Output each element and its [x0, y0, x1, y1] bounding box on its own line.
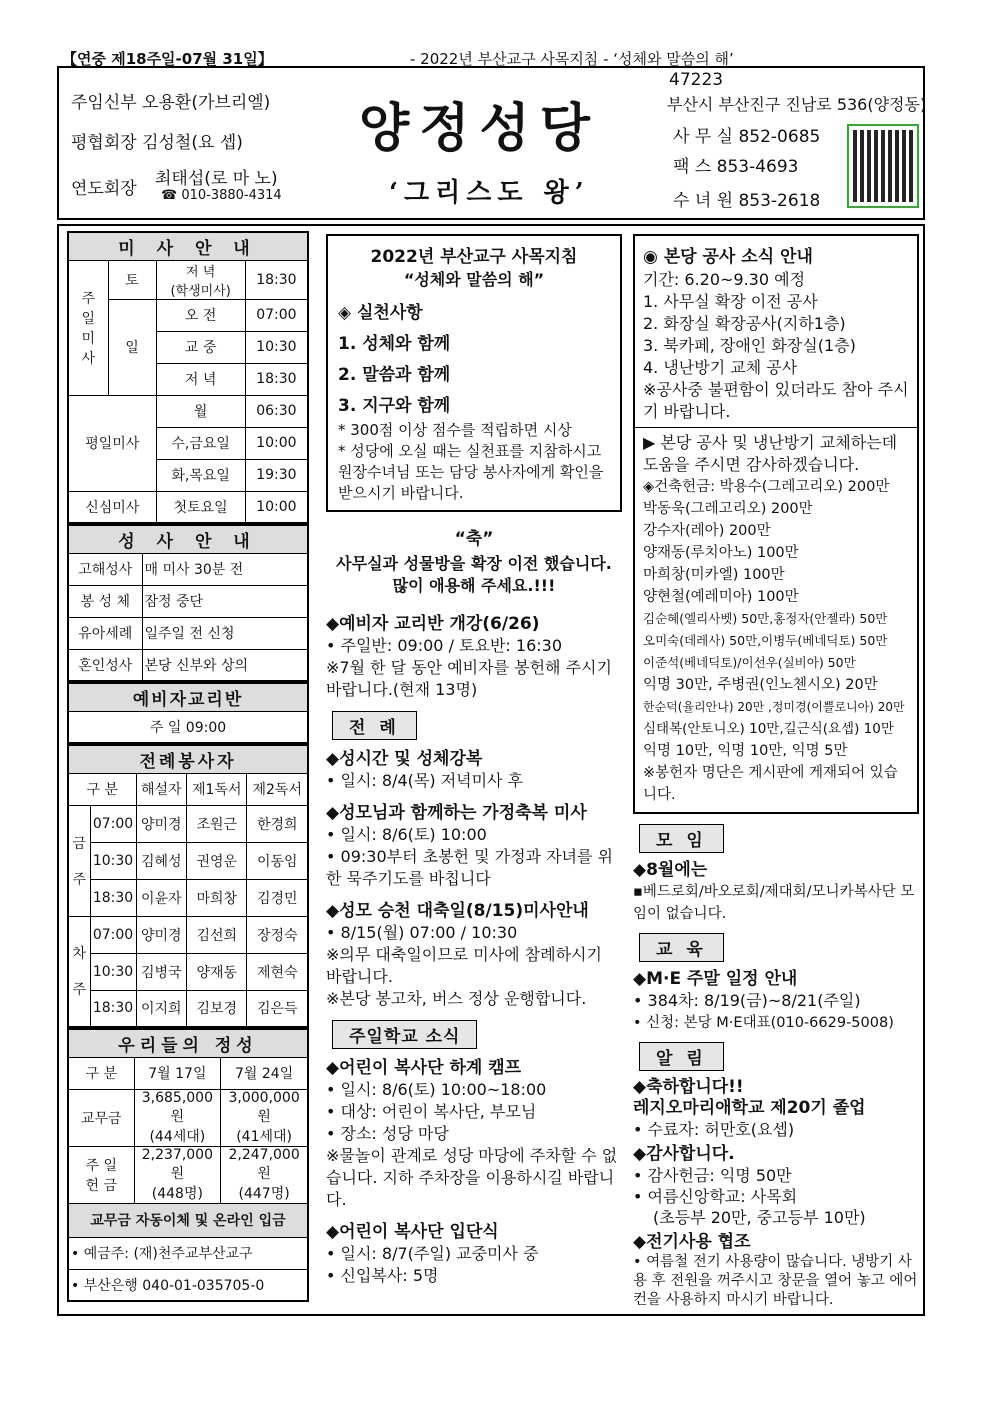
meeting-line: ▪베드로회/바오로회/제대회/모니카복사단 모임이 없습니다.: [633, 884, 915, 922]
content-frame: [57, 224, 925, 1316]
server-cell: 이동임: [247, 842, 308, 879]
right-column: [633, 234, 919, 1310]
sacrament-name: 유아세례: [68, 617, 142, 649]
bank-account: • 부산은행 040-01-035705-0: [68, 1269, 308, 1301]
server-cell: 이지희: [136, 990, 187, 1027]
camp-line: • 일시: 8/6(토) 10:00~18:00: [326, 1080, 547, 1099]
offering-title: 우리들의 정성: [68, 1029, 308, 1057]
sacrament-info: 매 미사 30분 전: [142, 553, 308, 585]
thanks-line: (초등부 20만, 중고등부 10만): [653, 1208, 866, 1227]
donor-line: 익명 30만, 주병권(인노첸시오) 20만: [643, 677, 878, 693]
server-cell: 김은득: [247, 990, 308, 1027]
donor-line: 양현철(예레미아) 100만: [643, 589, 799, 605]
server-cell: 마희창: [187, 879, 247, 916]
sun-mass-name: 오 전: [156, 299, 245, 331]
pastor: 주임신부 오용환(가브리엘): [71, 93, 271, 113]
offering-header: 7월 17일: [134, 1057, 221, 1089]
thanks-line: • 감사헌금: 익명 50만: [633, 1166, 792, 1185]
servers-header: 해설자: [136, 773, 187, 805]
sacrament-info: 본당 신부와 상의: [142, 649, 308, 681]
server-cell: 권영운: [187, 842, 247, 879]
offering-header: 구 분: [68, 1057, 134, 1089]
offering-label: 주 일 헌 금: [68, 1146, 134, 1203]
fax-number: 팩 스 853-4693: [673, 157, 799, 177]
sat-mass-name: 저 녁 (학생미사): [156, 260, 245, 299]
assumption-line: ※의무 대축일이므로 미사에 참례하시기 바랍니다.: [326, 945, 602, 986]
electricity-heading: ◆전기사용 협조: [633, 1232, 751, 1252]
me-line: • 신청: 본당 M·E대표(010-6629-5008): [633, 1015, 894, 1031]
weekday-name: 월: [156, 395, 245, 427]
mass-table: [67, 231, 309, 524]
catechumen-open-line: • 주일반: 09:00 / 토요반: 16:30: [326, 636, 562, 655]
servers-title: 전례봉사자: [68, 745, 308, 773]
server-time: 10:30: [90, 953, 136, 990]
servers-header: 제1독서: [187, 773, 247, 805]
server-cell: 양미경: [136, 805, 187, 842]
assumption-line: • 8/15(월) 07:00 / 10:30: [326, 923, 518, 942]
sacrament-name: 봉 성 체: [68, 585, 142, 617]
congrats-line: • 수료자: 허만호(요셉): [633, 1120, 795, 1139]
notice-tag: 알 림: [639, 1042, 724, 1071]
sunday-school-tag: 주일학교 소식: [332, 1020, 477, 1049]
meeting-tag: 모 임: [639, 824, 724, 853]
server-cell: 양미경: [136, 916, 187, 953]
sun-mass-name: 교 중: [156, 331, 245, 363]
altar-server-line: • 일시: 8/7(주일) 교중미사 중: [326, 1244, 539, 1263]
server-cell: 김경민: [247, 879, 308, 916]
auto-transfer-title: 교무금 자동이체 및 온라인 입금: [68, 1203, 308, 1237]
donor-line: 이준석(베네딕토)/이선우(실비아) 50만: [643, 655, 856, 670]
issue-date: 【연중 제18주일-07월 31일】: [62, 50, 273, 68]
assumption-line: ※본당 봉고차, 버스 정상 운행합니다.: [326, 989, 587, 1008]
devotion-mass-time: 10:00: [245, 491, 308, 523]
assumption-heading: ◆성모 승천 대축일(8/15)미사안내: [326, 901, 589, 921]
server-time: 18:30: [90, 990, 136, 1027]
server-cell: 김보경: [187, 990, 247, 1027]
server-cell: 장정숙: [247, 916, 308, 953]
construction-item: 3. 북카페, 장애인 화장실(1층): [643, 336, 856, 355]
construction-item: 4. 냉난방기 교체 공사: [643, 358, 798, 377]
weekday-name: 수,금요일: [156, 427, 245, 459]
camp-heading: ◆어린이 복사단 하계 캠프: [326, 1058, 522, 1078]
header: [57, 66, 925, 220]
offering-table: [67, 1028, 309, 1302]
congrats-subheading: 레지오마리애학교 제20기 졸업: [633, 1098, 866, 1118]
server-cell: 김혜성: [136, 842, 187, 879]
parish-name: 양정성당: [359, 98, 600, 159]
diocese-guideline: - 2022년 부산교구 사목지침 - ‘성체와 말씀의 해’: [410, 50, 734, 68]
elder-name: 최태섭(로 마 노): [155, 169, 278, 189]
sun-mass-name: 저 녁: [156, 363, 245, 395]
construction-heading: ◉ 본당 공사 소식 안내: [643, 247, 813, 267]
donor-line: 익명 10만, 익명 10만, 익명 5만: [643, 743, 848, 759]
practice-item: 2. 말씀과 함께: [338, 365, 451, 385]
practice-item: 1. 성체와 함께: [338, 334, 451, 354]
sat-mass-time: 18:30: [245, 260, 308, 299]
address: 부산시 부산진구 진남로 536(양정동): [667, 95, 927, 114]
donor-line: 강수자(레아) 200만: [643, 523, 771, 539]
offering-label: 교무금: [68, 1089, 134, 1146]
congrats-heading: ◆축하합니다!!: [633, 1077, 744, 1097]
sat-label: 토: [108, 260, 156, 299]
servers-header: 제2독서: [247, 773, 308, 805]
servers-table: [67, 744, 309, 1028]
practice-heading: ◈ 실천사항: [338, 303, 423, 323]
sun-mass-time: 10:30: [245, 331, 308, 363]
server-time: 18:30: [90, 879, 136, 916]
donor-line: 오미숙(데레사) 50만,이병두(베네딕토) 50만: [643, 633, 888, 648]
donor-line: 박동욱(그레고리오) 200만: [643, 501, 813, 517]
electricity-line: • 여름철 전기 사용량이 많습니다. 냉방기 사용 후 전원을 꺼주시고 창문을 열어 놓고 에어컨을 사용하지 마시기 바랍니다.: [633, 1254, 918, 1308]
catechumen-title: 예비자교리반: [68, 683, 308, 711]
holy-hour-heading: ◆성시간 및 성체강복: [326, 749, 483, 769]
server-cell: 김병국: [136, 953, 187, 990]
donation-request: ▶ 본당 공사 및 냉난방기 교체하는데 도움을 주시면 감사하겠습니다.: [643, 433, 898, 474]
me-heading: ◆M·E 주말 일정 안내: [633, 969, 798, 989]
server-cell: 조원근: [187, 805, 247, 842]
holy-hour-line: • 일시: 8/4(목) 저녁미사 후: [326, 771, 524, 790]
education-tag: 교 육: [639, 933, 724, 962]
practice-note: * 300점 이상 점수를 적립하면 시상: [338, 421, 572, 439]
council-president: 평협회장 김성철(요 셉): [71, 133, 243, 153]
construction-box: [633, 234, 919, 814]
middle-column: [326, 234, 622, 1287]
family-mass-line: • 09:30부터 초봉헌 및 가정과 자녀를 위한 묵주기도를 바칩니다: [326, 847, 613, 888]
server-cell: 제현숙: [247, 953, 308, 990]
construction-item: 1. 사무실 확장 이전 공사: [643, 292, 818, 311]
convent-phone: 수 녀 원 853-2618: [673, 191, 821, 211]
family-mass-heading: ◆성모님과 함께하는 가정축복 미사: [326, 803, 587, 823]
sacrament-name: 고해성사: [68, 553, 142, 585]
devotion-mass-day: 첫토요일: [156, 491, 245, 523]
weekday-time: 06:30: [245, 395, 308, 427]
zip-code: 47223: [669, 70, 724, 90]
family-mass-line: • 일시: 8/6(토) 10:00: [326, 825, 487, 844]
camp-line: • 장소: 성당 마당: [326, 1124, 449, 1143]
office-phone: 사 무 실 852-0685: [673, 127, 821, 147]
construction-note: ※공사중 불편함이 있더라도 참아 주시기 바랍니다.: [643, 380, 909, 421]
guideline-title: 2022년 부산교구 사목지침: [370, 247, 578, 267]
sacrament-info: 일주일 전 신청: [142, 617, 308, 649]
sacrament-info: 잠정 중단: [142, 585, 308, 617]
sun-mass-time: 07:00: [245, 299, 308, 331]
sun-mass-time: 18:30: [245, 363, 308, 395]
camp-line: • 대상: 어린이 복사단, 부모님: [326, 1102, 537, 1121]
mass-title: 미 사 안 내: [68, 232, 308, 260]
practice-note: * 성당에 오실 때는 실천표를 지참하시고 원장수녀님 또는 담당 봉사자에게 확인을 받으시기 바랍니다.: [338, 442, 604, 502]
parish-motto: ‘그리스도 왕’: [389, 178, 590, 208]
celebrate-message: 사무실과 성물방을 확장 이전 했습니다. 많이 애용해 주세요.!!!: [336, 554, 612, 595]
elder-phone: ☎ 010-3880-4314: [161, 188, 282, 203]
construction-period: 기간: 6.20~9.30 예정: [643, 270, 806, 289]
catechumen-time: 주 일 09:00: [68, 711, 308, 743]
server-cell: 이윤자: [136, 879, 187, 916]
thanks-heading: ◆감사합니다.: [633, 1144, 735, 1164]
server-cell: 양재동: [187, 953, 247, 990]
offering-value: 3,000,000원 (41세대): [221, 1089, 308, 1146]
donor-line: 김순혜(엘리사벳) 50만,홍정자(안젤라) 50만: [643, 611, 888, 626]
donor-line: 양재동(루치아노) 100만: [643, 545, 799, 561]
sacrament-title: 성 사 안 내: [68, 525, 308, 553]
donor-line: 마희창(미카엘) 100만: [643, 567, 785, 583]
this-week-label: 금 주: [68, 805, 90, 916]
meeting-heading: ◆8월에는: [633, 860, 708, 880]
weekday-name: 화,목요일: [156, 459, 245, 491]
server-time: 07:00: [90, 916, 136, 953]
catechumen-open-line: ※7월 한 달 동안 예비자를 봉헌해 주시기 바랍니다.(현재 13명): [326, 658, 612, 699]
thanks-line: • 여름신앙학교: 사목회: [633, 1187, 798, 1206]
next-week-label: 차 주: [68, 916, 90, 1027]
donor-line: ◈건축헌금: 박용수(그레고리오) 200만: [643, 479, 890, 495]
sunday-mass-label: 주 일 미 사: [68, 260, 108, 395]
devotion-mass-label: 신심미사: [68, 491, 156, 523]
sacrament-table: [67, 524, 309, 682]
weekday-mass-label: 평일미사: [68, 395, 156, 491]
elder-label: 연도회장: [71, 179, 137, 199]
left-column: [67, 231, 309, 1302]
donor-line: 심태복(안토니오) 10만,길근식(요셉) 10만: [643, 721, 894, 737]
construction-item: 2. 화장실 확장공사(지하1층): [643, 314, 846, 333]
sacrament-name: 혼인성사: [68, 649, 142, 681]
weekday-time: 10:00: [245, 427, 308, 459]
offering-value: 2,247,000원 (447명): [221, 1146, 308, 1203]
guideline-subtitle: “성체와 말씀의 해”: [403, 270, 545, 289]
catechumen-table: [67, 682, 309, 744]
altar-server-heading: ◆어린이 복사단 입단식: [326, 1222, 499, 1242]
catechumen-open-heading: ◆예비자 교리반 개강(6/26): [326, 614, 540, 634]
offering-header: 7월 24일: [221, 1057, 308, 1089]
server-time: 10:30: [90, 842, 136, 879]
weekday-time: 19:30: [245, 459, 308, 491]
celebrate-title: “축”: [454, 529, 494, 549]
donor-list-note: ※봉헌자 명단은 게시판에 게재되어 있습니다.: [643, 765, 898, 803]
server-time: 07:00: [90, 805, 136, 842]
sun-label: 일: [108, 299, 156, 395]
server-cell: 한경희: [247, 805, 308, 842]
altar-server-line: • 신입복사: 5명: [326, 1266, 439, 1285]
account-holder: • 예금주: (재)천주교부산교구: [68, 1237, 308, 1269]
donor-line: 한순덕(율리안나) 20만 ,정미경(이쁠로니아) 20만: [643, 700, 905, 714]
guideline-box: [326, 234, 622, 512]
liturgy-tag: 전 례: [332, 711, 417, 740]
server-cell: 김선희: [187, 916, 247, 953]
camp-line: ※물놀이 관계로 성당 마당에 주차할 수 없습니다. 지하 주차장을 이용하시길 바랍니다.: [326, 1146, 618, 1209]
qr-code-icon[interactable]: [847, 124, 919, 208]
offering-value: 2,237,000원 (448명): [134, 1146, 221, 1203]
servers-header: 구 분: [68, 773, 136, 805]
offering-value: 3,685,000원 (44세대): [134, 1089, 221, 1146]
practice-item: 3. 지구와 함께: [338, 396, 451, 416]
me-line: • 384차: 8/19(금)~8/21(주일): [633, 991, 861, 1010]
